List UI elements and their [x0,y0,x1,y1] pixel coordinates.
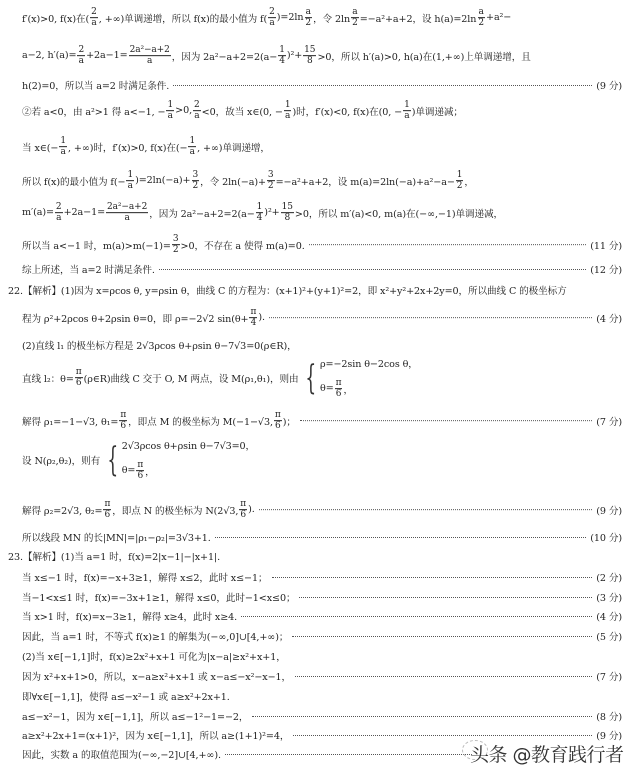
text-segment: (ρ∈R)曲线 C 交于 O, M 两点，设 M(ρ₁,θ₁)，则由 [83,374,299,385]
numerator: a [352,7,358,18]
score-label: (4 分) [596,612,622,623]
text-segment: h(2)=0，所以当 a=2 时满足条件. [22,81,170,92]
text-segment: 解得 ρ₁=−1−√3, θ₁= [22,417,119,428]
solution-line [22,590,622,604]
fraction [103,499,111,521]
system-row [320,378,418,400]
text-segment: (2)直线 l₁ 的极坐标方程是 2√3ρcos θ+ρsin θ−7√3=0(ρ∈R)， [22,341,297,352]
text-segment: 综上所述，当 a=2 时满足条件. [22,265,155,276]
text-segment: ). [248,504,255,516]
fraction [77,45,85,67]
text-segment: 当 x>1 时，f(x)=x−3≥1，解得 x≥4，此时 x≥4. [22,612,238,623]
numerator: 15 [281,202,293,213]
denominator: a [189,147,195,158]
system-row [320,356,418,370]
numerator: 1 [284,100,291,111]
text-segment: (2)当 x∈[−1,1]时，f(x)≥2x²+x+1 可化为|x−a|≥x²+x+1， [22,652,286,663]
denominator: 8 [306,56,313,67]
solution-line [22,338,297,352]
numerator: π [75,367,82,378]
dotted-leader [173,85,592,86]
text-segment: 所以 f(x)的最小值为 f(− [22,177,126,188]
text-segment: ，即点 N 的极坐标为 N(2√3, [112,506,239,517]
fraction [166,100,174,122]
solution-line [22,669,622,683]
denominator: 2 [172,245,179,256]
denominator: a [56,213,62,224]
text-segment: 程为 ρ²+2ρcos θ+2ρsin θ=0，即 ρ=−2√2 sin(θ+ [22,314,249,325]
fraction [75,367,83,389]
solution-line [22,629,622,643]
text-segment: 所以当 a<−1 时，m(a)>m(−1)= [22,241,171,252]
solution-line [22,307,622,329]
dotted-leader [225,754,472,755]
text-segment: >0, [175,105,193,117]
text-segment: ， [145,467,155,478]
numerator: 1 [127,170,134,181]
score-label: (7 分) [596,672,622,683]
numerator: 2 [55,202,62,213]
denominator: 8 [284,213,291,224]
text-segment: ，令 2ln [313,14,351,25]
numerator: 1 [256,202,263,213]
denominator: 6 [275,421,281,432]
text-segment: 设 N(ρ₂,θ₂)，则有 [22,456,101,467]
solution-line [8,283,567,297]
system-rows [122,438,255,482]
text-segment: 即∀x∈[−1,1]，使得 a≤−x²−1 或 a≥x²+2x+1. [22,692,230,703]
fraction [335,378,343,400]
score-label: (7 分) [596,417,622,428]
solution-line [22,7,511,29]
text-segment: 22.【解析】(1)因为 x=ρcos θ, y=ρsin θ，曲线 C 的方程为：(x+1)²+(y+1)²=2，即 x²+y²+2x+2y=0，所以曲线 C 的极坐标方 [8,286,567,297]
numerator: a [478,7,484,18]
numerator: π [250,307,257,318]
numerator: 2 [194,100,200,111]
numerator: 1 [167,100,174,111]
denominator: 2 [305,18,312,29]
text-segment: θ= [121,465,136,477]
dotted-leader [299,597,592,598]
text-segment: 因此，实数 a 的取值范围为(−∞,−2]∪[4,+∞). [22,750,221,761]
text-segment: )²+ [286,50,303,62]
score-label: (11 分) [590,241,622,252]
text-segment: , +∞)单调递增，所以 f(x)的最小值为 f( [98,14,268,25]
denominator: 4 [250,318,257,329]
numerator: π [335,378,342,389]
text-segment: +a²− [486,12,512,24]
denominator: a [167,111,173,122]
score-label: (9 分) [596,81,622,92]
solution-line [22,78,622,92]
fraction [456,170,464,192]
fraction [129,45,171,67]
numerator: 3 [192,170,199,181]
text-segment: ，因为 2a²−a+2=2(a− [149,209,255,220]
denominator: 2 [456,181,463,192]
denominator: a [127,181,133,192]
numerator: π [274,410,281,421]
text-segment: 当 x∈(− [22,143,59,154]
denominator: 2 [478,18,484,29]
dotted-leader [309,245,587,246]
solution-line [22,202,503,224]
fraction [172,234,180,256]
text-segment: )=2ln(−a)+ [135,175,191,187]
fraction [351,7,359,29]
numerator: 2 [91,7,97,18]
text-segment: , +∞)时，f′(x)>0, f(x)在(− [67,143,188,154]
numerator: 1 [404,100,410,111]
fraction [274,410,282,432]
fraction [403,100,411,122]
numerator: 2 [78,45,85,56]
score-label: (10 分) [590,533,622,544]
solution-line [22,438,255,482]
score-label: (5 分) [596,632,622,643]
solution-line [22,234,622,256]
fraction [193,100,201,122]
denominator: a [60,147,66,158]
fraction [239,499,247,521]
denominator: 6 [240,510,247,521]
fraction [119,410,127,432]
solution-line [22,689,230,703]
text-segment: <0，故当 x∈(0, − [201,107,283,118]
numerator: π [137,460,144,471]
equation-system [300,356,417,400]
solution-line [22,649,286,663]
denominator: 6 [137,471,144,482]
dotted-leader [241,616,592,617]
fraction [477,7,485,29]
text-segment: )时，f′(x)<0, f(x)在(0, − [292,107,403,118]
text-segment: , +∞)单调递增， [197,143,270,154]
fraction [267,170,275,192]
fraction [106,202,148,224]
numerator: π [104,499,111,510]
denominator: 6 [335,389,342,400]
numerator: π [120,410,127,421]
numerator: 2 [269,7,275,18]
text-segment: a≤−x²−1，因为 x∈[−1,1]，所以 a≤−1²−1=−2， [22,712,249,723]
text-segment: =−a²+a+2，设 m(a)=2ln(−a)+a²−a− [275,177,455,188]
score-label: (9 分) [596,506,622,517]
fraction [303,45,316,67]
denominator: 4 [256,213,263,224]
denominator: a [194,111,200,122]
fraction [55,202,63,224]
text-segment: a−2, h′(a)= [22,50,77,62]
denominator: 6 [75,378,82,389]
system-row [122,460,255,482]
text-segment: ，即点 M 的极坐标为 M(−1−√3, [128,417,273,428]
solution-line [22,262,622,276]
score-label: (3 分) [596,593,622,604]
text-segment: )²+ [264,207,280,219]
text-segment: ρ=−2sin θ−2cos θ， [320,359,418,371]
denominator: a [78,56,84,67]
dotted-leader [252,716,592,717]
dotted-leader [293,735,592,736]
text-segment: 解得 ρ₂=2√3, θ₂= [22,506,103,517]
denominator: a [404,111,410,122]
system-rows [320,356,418,400]
fraction [256,202,264,224]
solution-line [22,100,463,122]
denominator: 2 [192,181,199,192]
denominator: a [91,18,97,29]
text-segment: θ= [320,383,334,395]
fraction [304,7,312,29]
text-segment: =−a²+a+2，设 h(a)=2ln [359,14,477,25]
fraction [126,170,134,192]
text-segment: 因为 x²+x+1>0，所以，x−a≥x²+x+1 或 x−a≤−x²−x−1， [22,672,292,683]
numerator: a [305,7,311,18]
dotted-leader [259,510,593,511]
denominator: 4 [279,56,285,67]
text-segment: >0，所以 m′(a)<0, m(a)在(−∞,−1)单调递减， [294,209,503,220]
left-brace-icon: { [107,440,119,480]
score-label: (12 分) [590,265,622,276]
solution-line [8,549,220,563]
text-segment: >0，不存在 a 使得 m(a)=0. [180,241,305,252]
dotted-leader [215,537,587,538]
fraction [268,7,276,29]
watermark: 头条 @教育践行者 [470,744,624,766]
text-segment: ，令 2ln(−a)+ [200,177,266,188]
solution-line [22,709,622,723]
text-segment: 直线 l₂：θ= [22,374,74,385]
fraction [284,100,292,122]
denominator: 6 [104,510,111,521]
text-segment: )单调递减； [411,107,463,118]
left-brace-icon: { [305,358,317,398]
numerator: 2a²−a+2 [107,202,148,213]
numerator: 1 [456,170,463,181]
numerator: 3 [172,234,179,245]
score-label: (8 分) [596,712,622,723]
numerator: 1 [279,45,285,56]
dotted-leader [300,421,592,422]
numerator: 1 [189,136,196,147]
fraction [90,7,98,29]
fraction [281,202,294,224]
solution-line [22,609,622,623]
fraction [278,45,286,67]
denominator: a [285,111,291,122]
text-segment: )=2ln [276,12,304,24]
solution-line [22,45,531,67]
text-segment: 2√3ρcos θ+ρsin θ−7√3=0， [121,441,256,453]
text-segment: ， [464,177,474,188]
text-segment: ，因为 2a²−a+2=2(a− [171,52,278,63]
fraction [192,170,200,192]
score-label: (4 分) [596,314,622,325]
solution-line [22,499,622,521]
fraction [136,460,144,482]
text-segment: ). [258,312,265,324]
text-segment: >0，所以 h′(a)>0, h(a)在(1,+∞)上单调递增，且 [317,52,531,63]
text-segment: +2a−1= [63,207,106,219]
text-segment: )； [282,417,296,428]
numerator: 2a²−a+2 [129,45,170,56]
dotted-leader [295,676,592,677]
solution-line [22,356,418,400]
denominator: a [269,18,275,29]
fraction [188,136,196,158]
denominator: a [147,56,153,67]
fraction [249,307,257,329]
text-segment: m′(a)= [22,207,54,219]
denominator: 2 [267,181,274,192]
text-segment: f′(x)>0, f(x)在( [22,14,90,25]
text-segment: ②若 a<0，由 a²>1 得 a<−1, − [22,107,166,118]
dotted-leader [292,636,592,637]
numerator: 3 [267,170,274,181]
score-label: (2 分) [596,573,622,584]
text-segment: 当 x≤−1 时，f(x)=−x+3≥1，解得 x≤2，此时 x≤−1； [22,573,268,584]
denominator: 6 [120,421,127,432]
equation-system [102,438,255,482]
text-segment: a≥x²+2x+1=(x+1)²，因为 x∈[−1,1]，所以 a≥(1+1)²=4， [22,731,290,742]
numerator: π [240,499,247,510]
numerator: 15 [304,45,316,56]
dotted-leader [159,269,586,270]
dotted-leader [269,318,592,319]
fraction [59,136,67,158]
text-segment: +2a−1= [86,50,128,62]
dotted-leader [272,577,593,578]
text-segment: 因此，当 a=1 时，不等式 f(x)≥1 的解集为(−∞,0]∪[4,+∞)； [22,632,289,643]
text-segment: ， [343,385,353,396]
solution-line [22,410,622,432]
solution-line [22,170,474,192]
text-segment: 23.【解析】(1)当 a=1 时，f(x)=2|x−1|−|x+1|. [8,552,221,563]
solution-line [22,530,622,544]
denominator: 2 [352,18,358,29]
system-row [122,438,255,452]
text-segment: 所以线段 MN 的长|MN|=|ρ₁−ρ₂|=3√3+1. [22,533,211,544]
solution-line [22,570,622,584]
score-label: (9 分) [596,731,622,742]
denominator: a [124,213,130,224]
solution-line [22,136,270,158]
text-segment: 当−1<x≤1 时，f(x)=−3x+1≥1，解得 x≤0，此时−1<x≤0； [22,593,296,604]
numerator: 1 [60,136,66,147]
